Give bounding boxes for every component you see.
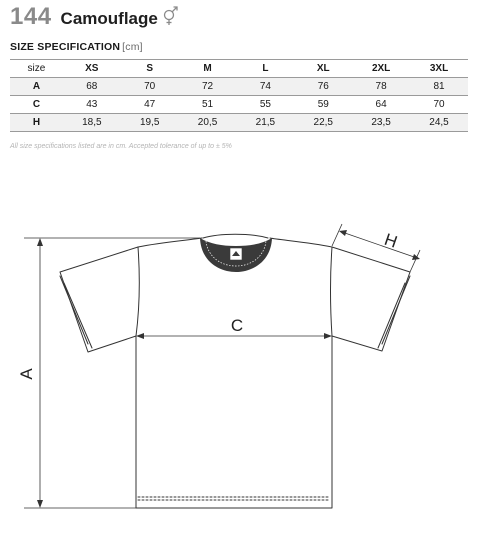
size-header-xl: XL <box>294 60 352 78</box>
size-table <box>10 59 468 132</box>
tshirt-measurement-diagram <box>0 200 477 541</box>
table-cell: 55 <box>236 96 294 114</box>
dimension-h-extension-2 <box>410 250 420 272</box>
size-header-2xl: 2XL <box>352 60 410 78</box>
dimension-h-label: H <box>381 229 400 252</box>
size-column-header: size <box>10 60 63 78</box>
collar-rib <box>200 238 272 272</box>
table-cell: 21,5 <box>236 114 294 132</box>
row-label: A <box>10 78 63 96</box>
row-label: C <box>10 96 63 114</box>
table-cell: 22,5 <box>294 114 352 132</box>
table-cell: 74 <box>236 78 294 96</box>
table-cell: 70 <box>410 96 468 114</box>
male-female-symbol-icon <box>161 4 179 26</box>
neck-back-line <box>203 234 268 238</box>
product-code: 144 <box>10 3 52 30</box>
size-header-xs: XS <box>63 60 121 78</box>
tolerance-note: All size specifications listed are in cm. Accepted tolerance of up to ± 5% <box>10 143 232 150</box>
table-cell: 64 <box>352 96 410 114</box>
size-table-header-row <box>10 60 468 78</box>
size-specification-title: SIZE SPECIFICATION <box>10 41 121 53</box>
table-cell: 76 <box>294 78 352 96</box>
table-cell: 68 <box>63 78 121 96</box>
dimension-h-extension-1 <box>332 224 342 246</box>
size-header-3xl: 3XL <box>410 60 468 78</box>
right-sleeve-hem <box>378 283 405 348</box>
dimension-c-label: C <box>230 316 244 335</box>
left-sleeve-hem <box>64 283 92 348</box>
table-row-c <box>10 96 468 114</box>
dimension-a-label: A <box>17 368 36 380</box>
table-cell: 51 <box>179 96 237 114</box>
row-label: H <box>10 114 63 132</box>
dimension-c-arrow-right <box>324 333 332 339</box>
left-sleeve-hem-outer <box>60 276 88 344</box>
size-specification-heading <box>10 41 143 53</box>
table-cell: 24,5 <box>410 114 468 132</box>
dimension-a-arrow-bottom <box>37 500 43 508</box>
dimension-a-arrow-top <box>37 238 43 246</box>
table-cell: 23,5 <box>352 114 410 132</box>
size-header-s: S <box>121 60 179 78</box>
table-cell: 20,5 <box>179 114 237 132</box>
table-cell: 19,5 <box>121 114 179 132</box>
dimension-h-arrow-1 <box>339 230 347 236</box>
table-cell: 18,5 <box>63 114 121 132</box>
table-row-h <box>10 114 468 132</box>
table-cell: 70 <box>121 78 179 96</box>
table-cell: 47 <box>121 96 179 114</box>
size-header-l: L <box>236 60 294 78</box>
product-name: Camouflage <box>60 9 158 28</box>
table-cell: 43 <box>63 96 121 114</box>
tshirt-body-outline <box>60 238 410 508</box>
dimension-h-arrow-2 <box>412 254 420 260</box>
right-sleeve-seam <box>331 247 333 336</box>
dimension-c-arrow-left <box>136 333 144 339</box>
size-specification-unit: [cm] <box>122 41 143 53</box>
table-cell: 81 <box>410 78 468 96</box>
size-header-m: M <box>179 60 237 78</box>
left-sleeve-seam <box>136 247 139 336</box>
table-cell: 78 <box>352 78 410 96</box>
table-row-a <box>10 78 468 96</box>
right-sleeve-hem-outer <box>382 276 410 344</box>
table-cell: 72 <box>179 78 237 96</box>
table-cell: 59 <box>294 96 352 114</box>
product-header <box>10 2 179 32</box>
